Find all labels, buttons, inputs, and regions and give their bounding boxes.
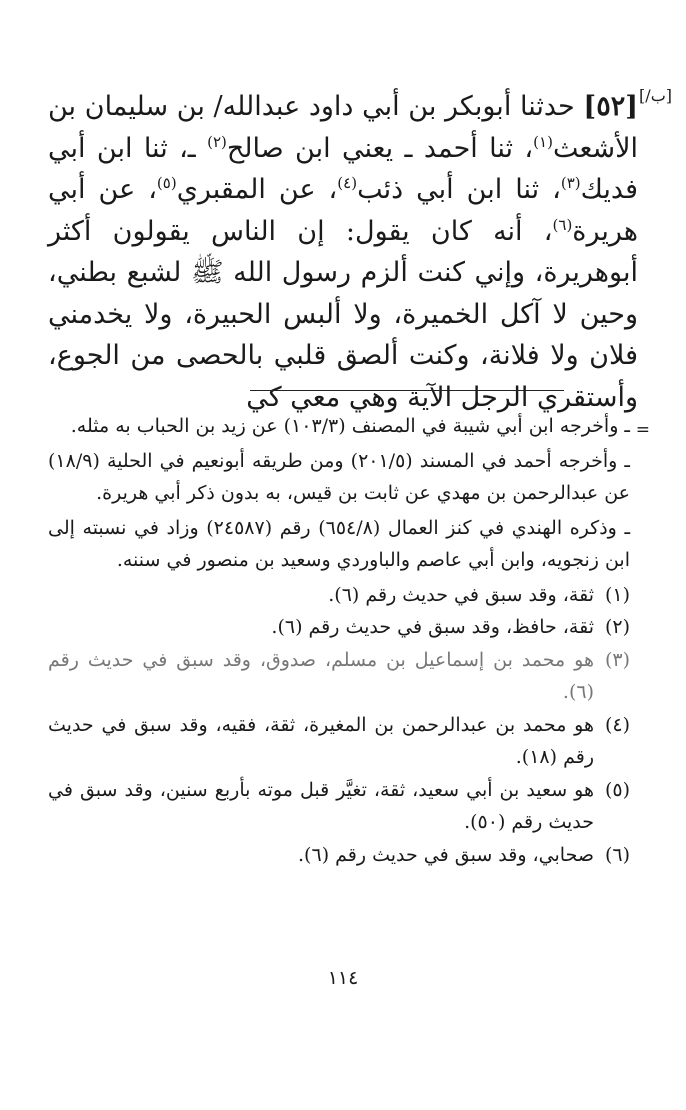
footnote-ref-4: (٤) (337, 174, 358, 192)
footnote-ref-1: (١) (533, 132, 553, 151)
footnote-text: ثقة، وقد سبق في حديث رقم (٦). (328, 583, 594, 606)
footnote-number: (١) (604, 583, 630, 606)
text-segment: ، ثنا ابن أبي ذئب (357, 174, 561, 205)
footnote-ref-2: (٢) (207, 132, 227, 151)
text-segment: حدثنا أبوبكر بن أبي داود عبدالله/ بن سليمان بن الأشعث (48, 91, 638, 164)
footnote-number: (٤) (604, 713, 630, 736)
footnote-item (48, 774, 630, 839)
note-paragraph: ـ وأخرجه ابن أبي شيبة في المصنف (١٠٣/٣) عن زيد بن الحباب به مثله. (70, 415, 630, 437)
footnote-text: هو محمد بن عبدالرحمن بن المغيرة، ثقة، فقيه، وقد سبق في حديث رقم (١٨). (48, 713, 594, 768)
footnote-number: (٣) (604, 648, 630, 671)
text-segment: ، أنه كان يقول: إن الناس يقولون أكثر أبوهريرة، وإني كنت ألزم رسول الله ﷺ لشبع بطني، وحين لا آكل الخميرة، ولا ألبس الحبيرة، ولا يخدمني فلان ولا فلانة، وكنت ألصق قلبي بالحصى من الجوع، وأستقري الرجل الآية وهي معي كي (48, 215, 638, 413)
main-hadith-text (48, 86, 638, 418)
hadith-paragraph (48, 86, 638, 418)
page-number: ١١٤ (327, 967, 359, 989)
footnote-item (48, 579, 630, 612)
footnote-number: (٥) (604, 778, 630, 801)
note-paragraph: ـ وذكره الهندي في كنز العمال (٦٥٤/٨) رقم (٢٤٥٨٧) وزاد في نسبته إلى ابن زنجويه، وابن أبي عاصم والباوردي وسعيد بن منصور في سننه. (48, 516, 631, 571)
text-segment: ، عن المقبري (176, 174, 338, 205)
footnote-text: هو محمد بن إسماعيل بن مسلم، صدوق، وقد سبق في حديث رقم (٦). (48, 648, 594, 703)
footnote-item (48, 644, 630, 709)
text-segment: ، عن أبي هريرة (48, 174, 638, 247)
footnote-number: (٢) (604, 616, 630, 638)
footnote-item (48, 611, 630, 644)
hadith-number: [٥٢] (583, 91, 638, 122)
footnote-ref-5: (٥) (156, 174, 177, 192)
text-segment: ـ، ثنا ابن أبي فديك (48, 132, 638, 205)
text-segment: ، ثنا أحمد ـ يعني ابن صالح (226, 132, 534, 164)
note-paragraph: ـ وأخرجه أحمد في المسند (٢٠١/٥) ومن طريقه أبونعيم في الحلية (١٨/٩) عن عبدالرحمن بن مهدي عن ثابت بن قيس، به بدون ذكر أبي هريرة. (48, 449, 630, 504)
footnote-number: (٦) (604, 843, 630, 866)
footnote-item (48, 709, 630, 774)
footnote-text: هو سعيد بن أبي سعيد، ثقة، تغيَّر قبل موته بأربع سنين، وقد سبق في حديث رقم (٥٠). (48, 778, 594, 833)
footnote-divider (250, 390, 564, 391)
footnote-ref-6: (٦) (552, 215, 573, 234)
footnote-text: ثقة، حافظ، وقد سبق في حديث رقم (٦). (271, 616, 594, 638)
footnote-ref-3: (٣) (560, 174, 581, 192)
margin-folio-note: [/ب] (639, 86, 672, 105)
footnote-text: صحابي، وقد سبق في حديث رقم (٦). (298, 843, 594, 866)
continuation-mark: = (635, 420, 650, 440)
footnotes-section (48, 410, 630, 871)
footnote-item (48, 839, 630, 872)
